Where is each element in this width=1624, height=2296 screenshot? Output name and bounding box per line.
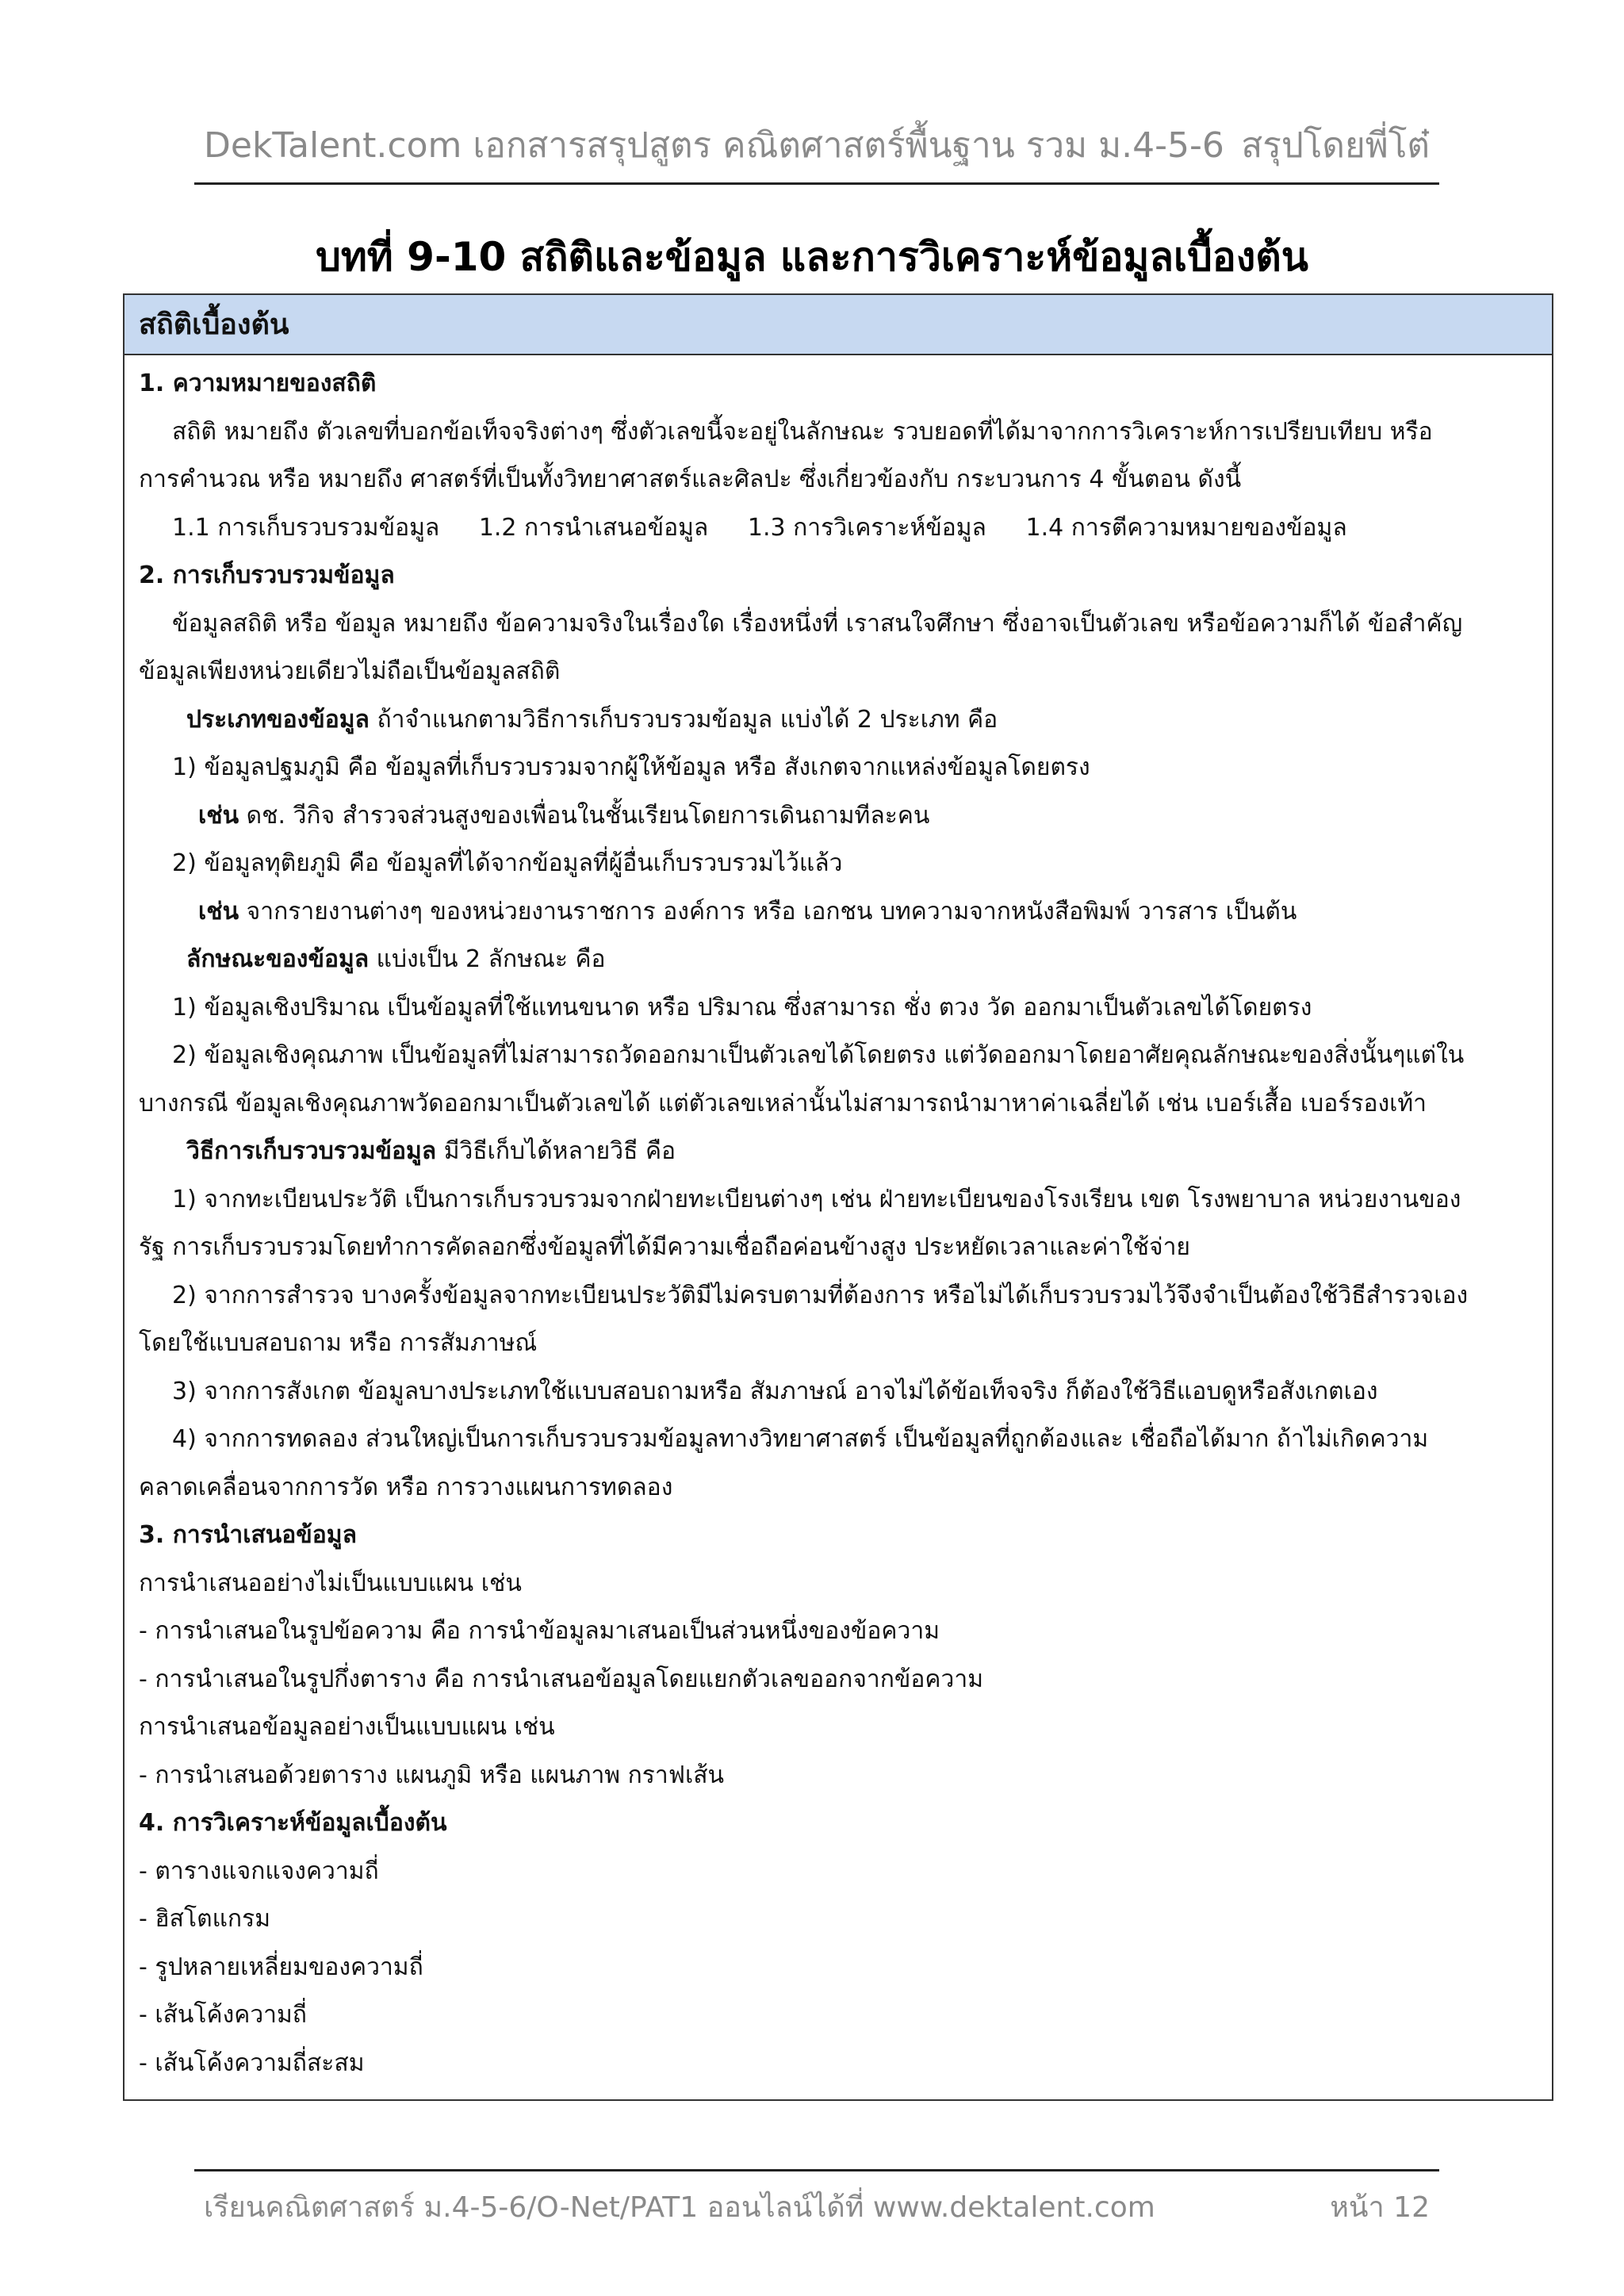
data-kinds-label: ลักษณะของข้อมูล <box>186 945 370 973</box>
data-types-text: ถ้าจำแนกตามวิธีการเก็บรวบรวมข้อมูล แบ่งได้ 2 ประเภท คือ <box>369 705 998 734</box>
list-item: 1) จากทะเบียนประวัติ เป็นการเก็บรวบรวมจากฝ่ายทะเบียนต่างๆ เช่น ฝ่ายทะเบียนของโรงเรียน เขต โรงพยาบาล หน่วยงานของ <box>172 1185 1461 1213</box>
list-item: 2) ข้อมูลทุติยภูมิ คือ ข้อมูลที่ได้จากข้อมูลที่ผู้อื่นเก็บรวบรวมไว้แล้ว <box>172 849 843 877</box>
box-heading: สถิติเบื้องต้น <box>124 295 1552 355</box>
paragraph-line: ข้อมูลสถิติ หรือ ข้อมูล หมายถึง ข้อความจริงในเรื่องใด เรื่องหนึ่งที่ เราสนใจศึกษา ซึ่งอาจเป็นตัวเลข หรือข้อความก็ได้ ข้อสำคัญ <box>172 609 1463 638</box>
step-item: 1.4 การตีความหมายของข้อมูล <box>1025 513 1347 542</box>
example-text: จากรายงานต่างๆ ของหน่วยงานราชการ องค์การ หรือ เอกชน บทความจากหนังสือพิมพ์ วารสาร เป็นต้น <box>239 897 1297 926</box>
step-item: 1.2 การนำเสนอข้อมูล <box>478 513 709 542</box>
data-kinds-text: แบ่งเป็น 2 ลักษณะ คือ <box>369 945 606 973</box>
data-kinds-line <box>139 936 1538 984</box>
list-item: - เส้นโค้งความถี่สะสม <box>139 2049 365 2077</box>
list-item: 2) จากการสำรวจ บางครั้งข้อมูลจากทะเบียนประวัติมีไม่ครบตามที่ต้องการ หรือไม่ได้เก็บรวบรวมไว้จึงจำเป็นต้องใช้วิธีสำรวจเอง <box>172 1281 1469 1309</box>
page-footer <box>194 2169 1439 2243</box>
header-author: สรุปโดยพี่โต๋ <box>1241 125 1430 166</box>
paragraph-line: ข้อมูลเพียงหน่วยเดียวไม่ถือเป็นข้อมูลสถิติ <box>139 657 561 685</box>
page-header <box>194 111 1439 185</box>
list-item: - เส้นโค้งความถี่ <box>139 2001 307 2029</box>
list-item: - การนำเสนอด้วยตาราง แผนภูมิ หรือ แผนภาพ กราฟเส้น <box>139 1761 725 1789</box>
section-3-heading: 3. การนำเสนอข้อมูล <box>139 1521 357 1549</box>
methods-text: มีวิธีเก็บได้หลายวิธี คือ <box>436 1137 676 1165</box>
box-body <box>124 355 1552 2087</box>
list-item: 1) ข้อมูลปฐมภูมิ คือ ข้อมูลที่เก็บรวบรวมจากผู้ให้ข้อมูล หรือ สังเกตจากแหล่งข้อมูลโดยตรง <box>172 753 1090 781</box>
footer-link-text: เรียนคณิตศาสตร์ ม.4-5-6/O-Net/PAT1 ออนไลน์ได้ที่ www.dektalent.com <box>204 2191 1155 2224</box>
step-item: 1.1 การเก็บรวบรวมข้อมูล <box>172 513 440 542</box>
paragraph-line: สถิติ หมายถึง ตัวเลขที่บอกข้อเท็จจริงต่างๆ ซึ่งตัวเลขนี้จะอยู่ในลักษณะ รวบยอดที่ได้มาจากการวิเคราะห์การเปรียบเทียบ หรือ <box>172 417 1433 446</box>
section-2-heading: 2. การเก็บรวบรวมข้อมูล <box>139 562 395 589</box>
list-item: - ตารางแจกแจงความถี่ <box>139 1857 379 1885</box>
methods-line <box>139 1128 1538 1176</box>
example-text: ดช. วีกิจ สำรวจส่วนสูงของเพื่อนในชั้นเรียนโดยการเดินถามทีละคน <box>239 801 930 830</box>
methods-label: วิธีการเก็บรวบรวมข้อมูล <box>186 1137 437 1165</box>
example-line <box>139 888 1538 937</box>
paragraph-line: การนำเสนอข้อมูลอย่างเป็นแบบแผน เช่น <box>139 1713 555 1741</box>
paragraph-line: การคำนวณ หรือ หมายถึง ศาสตร์ที่เป็นทั้งวิทยาศาสตร์และศิลปะ ซึ่งเกี่ยวข้องกับ กระบวนการ 4 ขั้นตอน ดังนี้ <box>139 466 1242 493</box>
section-4-heading: 4. การวิเคราะห์ข้อมูลเบื้องต้น <box>139 1809 447 1837</box>
list-item: 1) ข้อมูลเชิงปริมาณ เป็นข้อมูลที่ใช้แทนขนาด หรือ ปริมาณ ซึ่งสามารถ ชั่ง ตวง วัด ออกมาเป็นตัวเลขได้โดยตรง <box>172 993 1312 1022</box>
example-line <box>139 792 1538 841</box>
list-item: 4) จากการทดลอง ส่วนใหญ่เป็นการเก็บรวบรวมข้อมูลทางวิทยาศาสตร์ เป็นข้อมูลที่ถูกต้องและ เชื่อถือได้มาก ถ้าไม่เกิดความ <box>172 1425 1429 1453</box>
process-steps <box>139 504 1538 553</box>
step-item: 1.3 การวิเคราะห์ข้อมูล <box>747 513 986 542</box>
paragraph-line: การนำเสนออย่างไม่เป็นแบบแผน เช่น <box>139 1569 522 1597</box>
list-item: 3) จากการสังเกต ข้อมูลบางประเภทใช้แบบสอบถามหรือ สัมภาษณ์ อาจไม่ได้ข้อเท็จจริง ก็ต้องใช้วิธีแอบดูหรือสังเกตเอง <box>172 1377 1378 1405</box>
example-label: เช่น <box>198 801 239 830</box>
section-1-heading: 1. ความหมายของสถิติ <box>139 370 377 397</box>
data-types-line <box>139 696 1538 745</box>
list-item: - รูปหลายเหลี่ยมของความถี่ <box>139 1953 423 1981</box>
paragraph-line: บางกรณี ข้อมูลเชิงคุณภาพวัดออกมาเป็นตัวเลขได้ แต่ตัวเลขเหล่านั้นไม่สามารถนำมาหาค่าเฉลี่ยได้ เช่น เบอร์เสื้อ เบอร์รองเท้า <box>139 1089 1427 1117</box>
content-box <box>123 293 1553 2101</box>
paragraph-line: รัฐ การเก็บรวบรวมโดยทำการคัดลอกซึ่งข้อมูลที่ได้มีความเชื่อถือค่อนข้างสูง ประหยัดเวลาและค่าใช้จ่าย <box>139 1233 1191 1261</box>
list-item: 2) ข้อมูลเชิงคุณภาพ เป็นข้อมูลที่ไม่สามารถวัดออกมาเป็นตัวเลขได้โดยตรง แต่วัดออกมาโดยอาศัยคุณลักษณะของสิ่งนั้นๆแต่ใน <box>172 1041 1465 1069</box>
header-site-title: DekTalent.com เอกสารสรุปสูตร คณิตศาสตร์พื้นฐาน รวม ม.4-5-6 <box>204 125 1224 166</box>
example-label: เช่น <box>198 897 239 926</box>
list-item: - การนำเสนอในรูปกึ่งตาราง คือ การนำเสนอข้อมูลโดยแยกตัวเลขออกจากข้อความ <box>139 1665 983 1693</box>
paragraph-line: คลาดเคลื่อนจากการวัด หรือ การวางแผนการทดลอง <box>139 1473 673 1501</box>
list-item: - ฮิสโตแกรม <box>139 1905 270 1933</box>
list-item: - การนำเสนอในรูปข้อความ คือ การนำข้อมูลมาเสนอเป็นส่วนหนึ่งของข้อความ <box>139 1617 940 1645</box>
page-number: หน้า 12 <box>1330 2191 1430 2224</box>
chapter-title: บทที่ 9-10 สถิติและข้อมูล และการวิเคราะห์ข้อมูลเบื้องต้น <box>316 234 1308 280</box>
data-types-label: ประเภทของข้อมูล <box>186 705 370 734</box>
paragraph-line: โดยใช้แบบสอบถาม หรือ การสัมภาษณ์ <box>139 1329 538 1357</box>
